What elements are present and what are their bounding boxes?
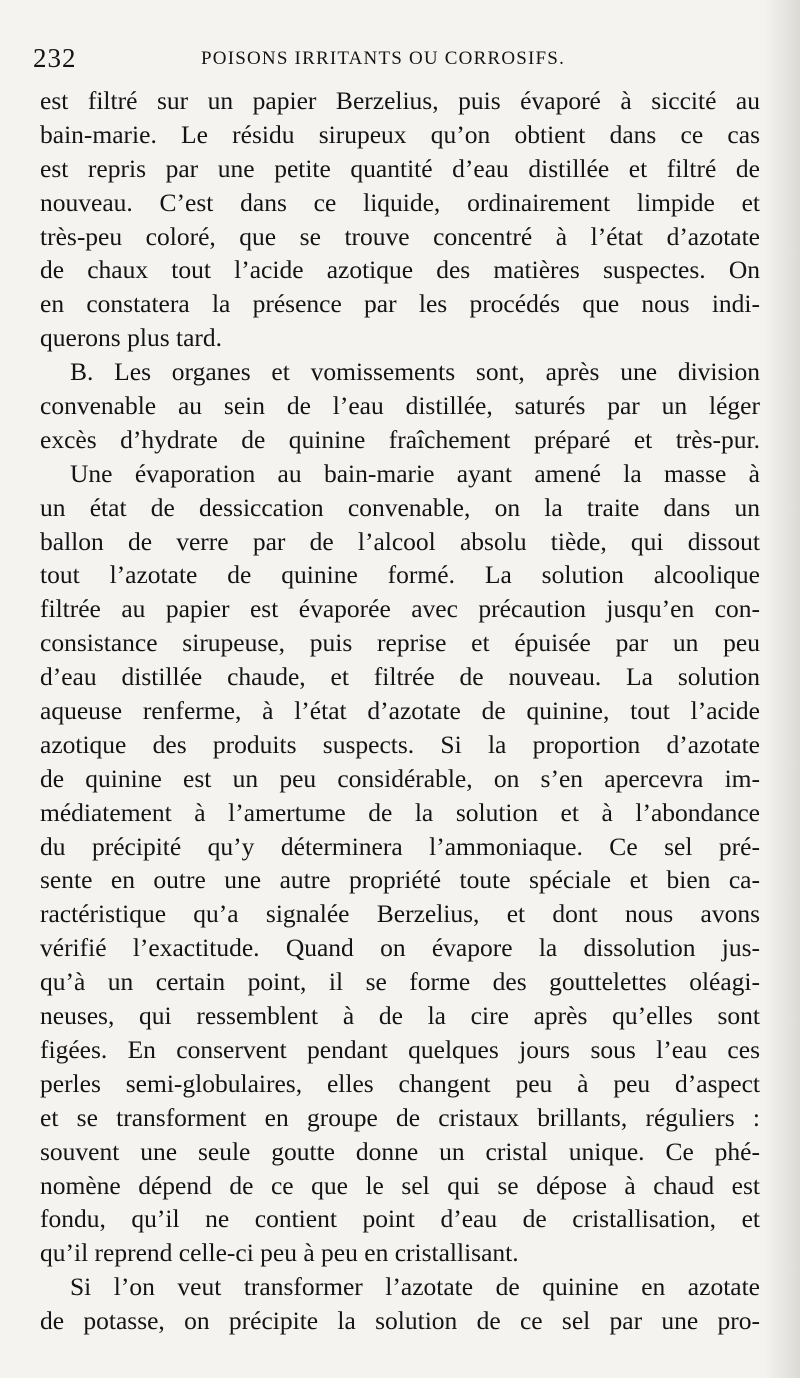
text-line: d’eau distillée chaude, et filtrée de nouveau. La solution (40, 662, 760, 692)
running-head: POISONS IRRITANTS OU CORROSIFS. (201, 48, 566, 69)
text-line: nomène dépend de ce que le sel qui se dépose à chaud est (40, 1170, 760, 1200)
text-line: Si l’on veut transformer l’azotate de quinine en azotate (70, 1272, 760, 1302)
text-line: querons plus tard. (40, 323, 223, 353)
page-header (33, 38, 593, 78)
text-line: aqueuse renferme, à l’état d’azotate de quinine, tout l’acide (40, 696, 760, 726)
text-line: très-peu coloré, que se trouve concentré à l’état d’azotate (40, 221, 760, 251)
text-line: de potasse, on précipite la solution de ce sel par une pro- (40, 1306, 760, 1336)
text-line: de quinine est un peu considérable, on s’en apercevra im- (40, 763, 760, 793)
text-line: du précipité qu’y déterminera l’ammoniaque. Ce sel pré- (40, 831, 760, 861)
text-line: azotique des produits suspects. Si la proportion d’azotate (40, 729, 760, 759)
text-line: souvent une seule goutte donne un cristal unique. Ce phé- (40, 1136, 760, 1166)
text-line: figées. En conservent pendant quelques jours sous l’eau ces (40, 1034, 760, 1064)
text-line: B. Les organes et vomissements sont, après une division (70, 357, 760, 387)
text-line: qu’à un certain point, il se forme des gouttelettes oléagi- (40, 967, 760, 997)
text-line: en constatera la présence par les procédés que nous indi- (40, 289, 760, 319)
text-line: un état de dessiccation convenable, on la traite dans un (40, 492, 760, 522)
text-line: et se transforment en groupe de cristaux brillants, réguliers : (40, 1102, 760, 1132)
text-line: convenable au sein de l’eau distillée, saturés par un léger (40, 391, 760, 421)
page-edge-shadow (764, 0, 800, 1378)
text-line: qu’il reprend celle-ci peu à peu en cristallisant. (40, 1238, 519, 1268)
text-line: filtrée au papier est évaporée avec précaution jusqu’en con- (40, 594, 760, 624)
page-number: 232 (33, 43, 77, 73)
text-line: neuses, qui ressemblent à de la cire après qu’elles sont (40, 1001, 760, 1031)
text-line: nouveau. C’est dans ce liquide, ordinairement limpide et (40, 187, 760, 217)
text-line: sente en outre une autre propriété toute spéciale et bien ca- (40, 865, 760, 895)
text-line: ballon de verre par de l’alcool absolu tiède, qui dissout (40, 526, 760, 556)
text-line: est filtré sur un papier Berzelius, puis évaporé à siccité au (40, 86, 760, 115)
text-line: consistance sirupeuse, puis reprise et épuisée par un peu (40, 628, 760, 658)
text-line: est repris par une petite quantité d’eau distillée et filtré de (40, 153, 760, 183)
text-line: tout l’azotate de quinine formé. La solution alcoolique (40, 560, 760, 590)
text-line: perles semi-globulaires, elles changent peu à peu d’aspect (40, 1068, 760, 1098)
text-line: fondu, qu’il ne contient point d’eau de cristallisation, et (40, 1204, 760, 1234)
text-line: ractéristique qu’a signalée Berzelius, et dont nous avons (40, 899, 760, 929)
text-line: bain-marie. Le résidu sirupeux qu’on obtient dans ce cas (40, 119, 760, 149)
text-line: médiatement à l’amertume de la solution et à l’abondance (40, 797, 760, 827)
text-line: de chaux tout l’acide azotique des matières suspectes. On (40, 255, 760, 285)
text-line: excès d’hydrate de quinine fraîchement préparé et très-pur. (40, 424, 760, 454)
body-text (40, 84, 760, 1338)
text-line: vérifié l’exactitude. Quand on évapore la dissolution jus- (40, 933, 760, 963)
text-line: Une évaporation au bain-marie ayant amené la masse à (70, 458, 760, 488)
